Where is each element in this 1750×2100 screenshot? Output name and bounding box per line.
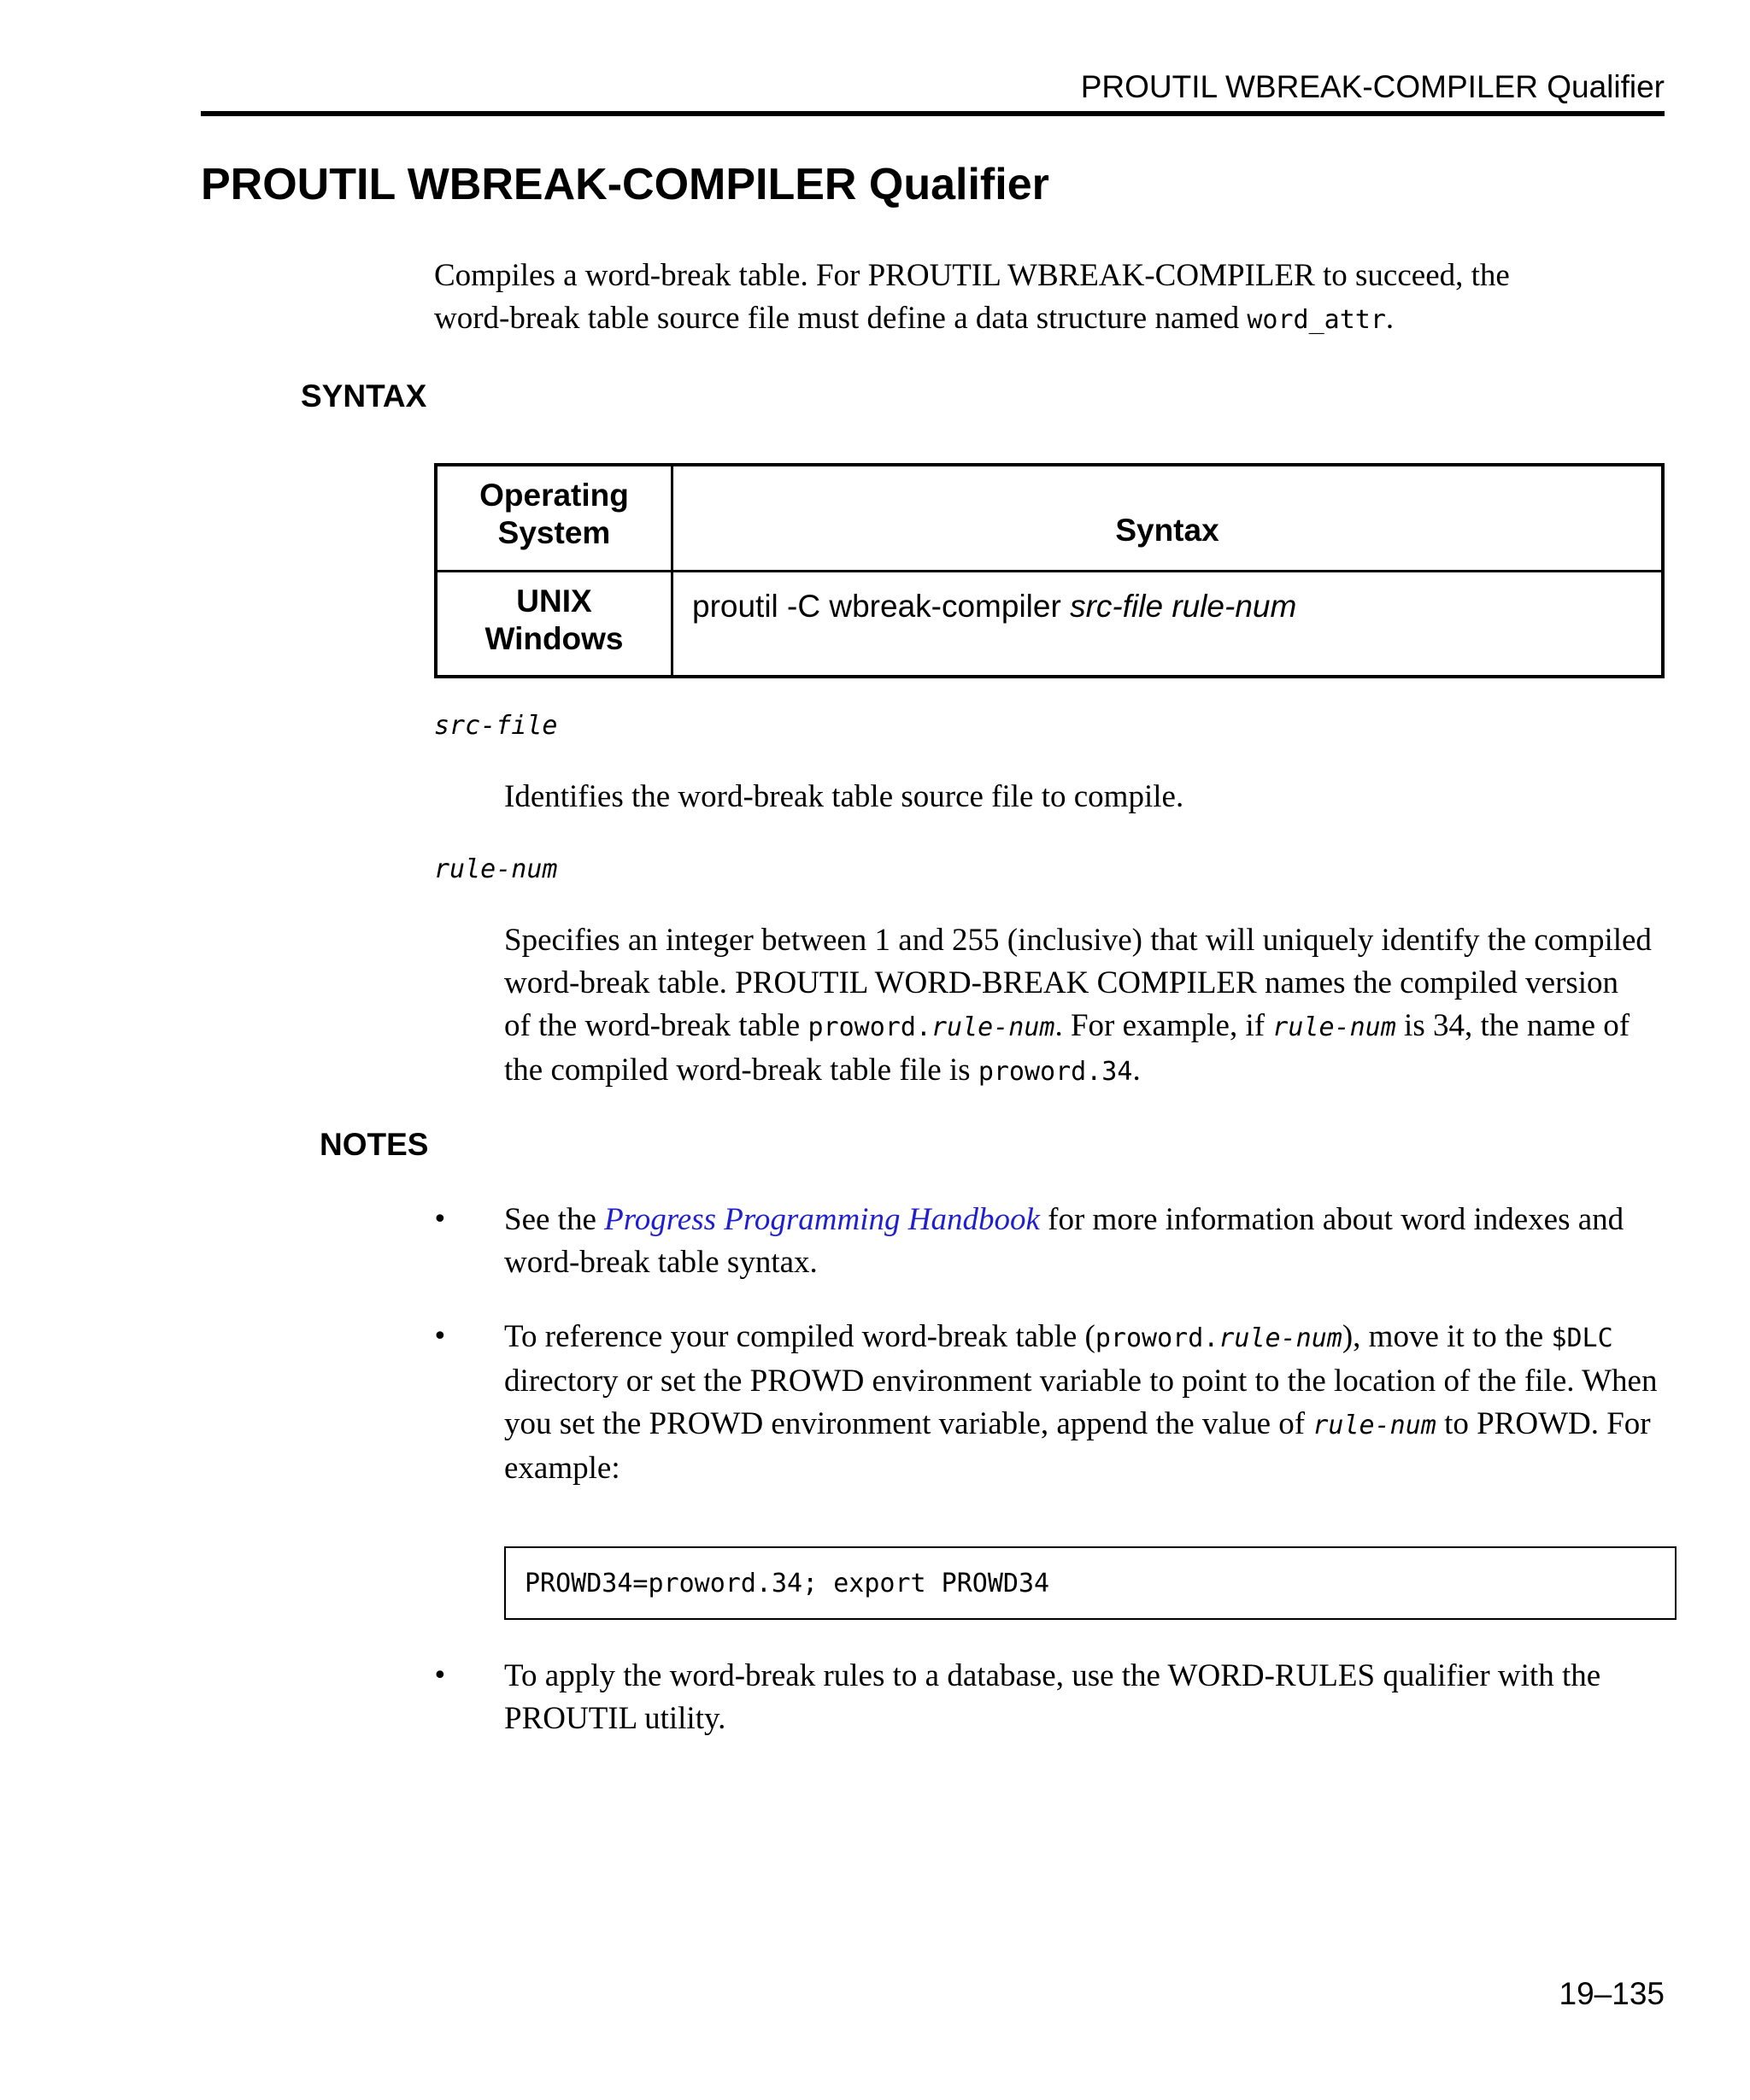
note-2-line-3-var: rule-num bbox=[1312, 1411, 1436, 1440]
intro-paragraph bbox=[434, 255, 1665, 342]
notes-heading: NOTES bbox=[320, 1127, 429, 1162]
note-item bbox=[504, 1199, 1668, 1284]
rule-num-def-line-3 bbox=[504, 1005, 1666, 1049]
progress-programming-handbook-link[interactable]: Progress Programming Handbook bbox=[604, 1202, 1040, 1237]
syntax-command: proutil -C wbreak-compiler bbox=[692, 588, 1071, 624]
note-1-b: for more information about word indexes and bbox=[1039, 1202, 1624, 1237]
column-header-os-line-1: Operating bbox=[479, 478, 629, 513]
bullet-icon: • bbox=[432, 1205, 448, 1235]
note-2-line-3-a: you set the PROWD environment variable, append the value of bbox=[504, 1406, 1313, 1441]
rule-num-def-line-3-b: . For example, if bbox=[1054, 1008, 1273, 1043]
column-header-os-line-2: System bbox=[497, 515, 611, 550]
syntax-table-header-row bbox=[436, 465, 1663, 571]
rule-num-def-line-3-a: of the word-break table bbox=[504, 1008, 808, 1043]
page-title: PROUTIL WBREAK-COMPILER Qualifier bbox=[201, 160, 1049, 209]
note-3-line-2: PROUTIL utility. bbox=[504, 1701, 726, 1736]
param-term-rule-num-text: rule-num bbox=[434, 854, 558, 884]
param-term-rule-num bbox=[434, 853, 558, 887]
syntax-table bbox=[434, 463, 1665, 678]
os-windows: Windows bbox=[484, 620, 624, 656]
note-2-line-1 bbox=[504, 1316, 1668, 1360]
rule-num-def-line-4-code: proword.34 bbox=[978, 1057, 1133, 1087]
note-2-line-3 bbox=[504, 1403, 1668, 1447]
bullet-icon: • bbox=[432, 1661, 448, 1691]
param-definition-rule-num bbox=[504, 919, 1666, 1094]
code-example: PROWD34=proword.34; export PROWD34 bbox=[504, 1546, 1677, 1620]
intro-line-2 bbox=[434, 297, 1665, 342]
param-definition-src-file: Identifies the word-break table source file to compile. bbox=[504, 779, 1184, 814]
syntax-arg-separator bbox=[1163, 589, 1172, 624]
param-term-src-file bbox=[434, 709, 558, 743]
column-header-operating-system bbox=[436, 465, 672, 571]
os-unix: UNIX bbox=[516, 583, 592, 619]
note-2-code-var: rule-num bbox=[1219, 1323, 1342, 1353]
note-2-line-3-b: to PROWD. For bbox=[1436, 1406, 1651, 1441]
rule-num-def-line-4 bbox=[504, 1049, 1666, 1094]
bullet-icon: • bbox=[432, 1322, 448, 1352]
rule-num-def-var: rule-num bbox=[1272, 1012, 1396, 1042]
os-cell bbox=[436, 571, 672, 677]
note-2-a: To reference your compiled word-break table ( bbox=[504, 1319, 1095, 1354]
intro-line-2-text: word-break table source file must define a data structure named bbox=[434, 301, 1248, 336]
note-1-a: See the bbox=[504, 1202, 605, 1237]
rule-num-def-line-3-c: is 34, the name of bbox=[1395, 1008, 1630, 1043]
rule-num-def-line-4-a: the compiled word-break table file is bbox=[504, 1053, 978, 1088]
note-item bbox=[504, 1316, 1668, 1490]
note-3-line-1: To apply the word-break rules to a database, use the WORD-RULES qualifier with the bbox=[504, 1658, 1601, 1693]
intro-code: word_attr bbox=[1247, 305, 1386, 335]
note-2-b: ), move it to the bbox=[1342, 1319, 1552, 1354]
note-2-line-2: directory or set the PROWD environment variable to point to the location of the file. When bbox=[504, 1364, 1658, 1399]
syntax-arg-src-file: src-file bbox=[1070, 588, 1164, 624]
running-header: PROUTIL WBREAK-COMPILER Qualifier bbox=[1080, 69, 1665, 104]
column-header-syntax: Syntax bbox=[672, 465, 1664, 571]
header-rule bbox=[201, 111, 1665, 116]
syntax-arg-rule-num: rule-num bbox=[1172, 588, 1297, 624]
rule-num-def-line-1: Specifies an integer between 1 and 255 (inclusive) that will uniquely identify the compiled bbox=[504, 923, 1652, 958]
note-1-line-1 bbox=[504, 1199, 1668, 1241]
rule-num-def-code: proword. bbox=[807, 1012, 931, 1042]
rule-num-def-code-var: rule-num bbox=[931, 1012, 1055, 1042]
syntax-cell bbox=[672, 571, 1664, 677]
rule-num-def-line-4-end: . bbox=[1132, 1053, 1141, 1088]
rule-num-def-line-2: word-break table. PROUTIL WORD-BREAK COMPILER names the compiled version bbox=[504, 965, 1619, 1000]
syntax-table-row bbox=[436, 571, 1663, 677]
note-2-code: proword. bbox=[1095, 1323, 1219, 1353]
intro-line-1: Compiles a word-break table. For PROUTIL WBREAK-COMPILER to succeed, the bbox=[434, 258, 1510, 293]
note-1-line-2: word-break table syntax. bbox=[504, 1245, 818, 1280]
intro-end: . bbox=[1385, 301, 1395, 336]
note-2-line-4: example: bbox=[504, 1451, 620, 1486]
note-item bbox=[504, 1655, 1668, 1740]
syntax-heading: SYNTAX bbox=[301, 378, 427, 414]
param-term-src-file-text: src-file bbox=[434, 711, 558, 741]
note-2-code-dlc: $DLC bbox=[1551, 1323, 1613, 1353]
page-number: 19–135 bbox=[1559, 1976, 1665, 2011]
